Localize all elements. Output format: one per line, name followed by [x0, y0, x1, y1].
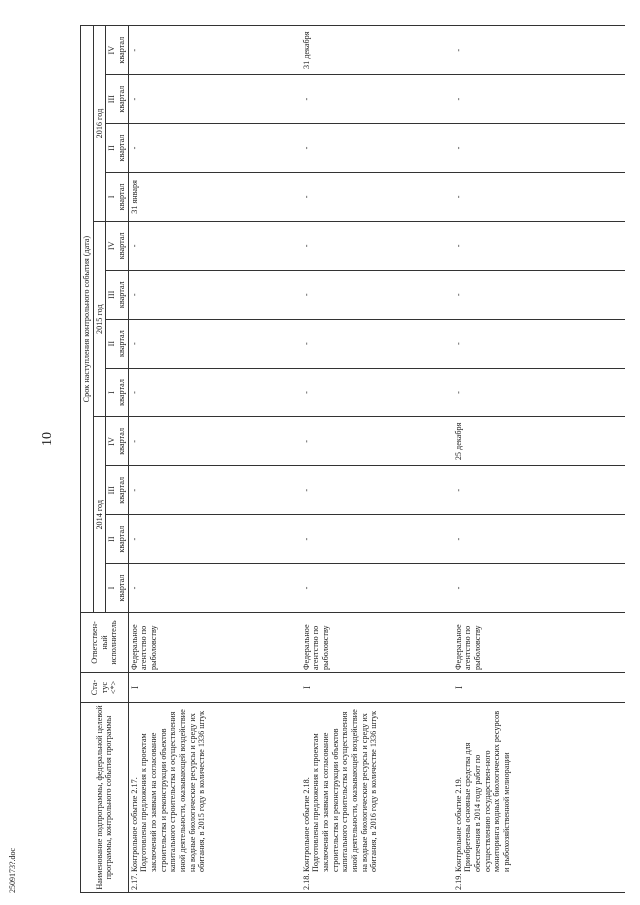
quarter-word: квартал — [117, 134, 127, 162]
header-quarter — [106, 564, 128, 613]
document-id: 2509173?.doc — [8, 847, 17, 893]
quarter-date: - — [128, 221, 301, 270]
event-cell — [128, 703, 301, 893]
quarter-date: - — [301, 124, 453, 173]
quarter-date: - — [128, 466, 301, 515]
quarter-date: - — [301, 270, 453, 319]
quarter-word: квартал — [117, 574, 127, 602]
quarter-roman: I — [107, 586, 117, 590]
quarter-word: квартал — [117, 476, 127, 504]
quarter-roman: III — [107, 486, 117, 495]
page-number: 10 — [40, 432, 55, 446]
quarter-date: - — [301, 75, 453, 124]
quarter-date: - — [453, 124, 625, 173]
quarter-date: - — [128, 270, 301, 319]
header-quarter — [106, 221, 128, 270]
event-status: I — [128, 673, 301, 703]
quarter-word: квартал — [117, 330, 127, 358]
quarter-date: - — [128, 368, 301, 417]
quarter-date: - — [453, 515, 625, 564]
header-quarter — [106, 515, 128, 564]
quarter-date: - — [453, 172, 625, 221]
quarter-word: квартал — [117, 85, 127, 113]
quarter-date: - — [453, 319, 625, 368]
quarter-date: - — [128, 319, 301, 368]
header-deadline: Срок наступления контрольного события (дата) — [81, 26, 94, 613]
quarter-date: - — [301, 466, 453, 515]
quarter-roman: II — [107, 536, 117, 542]
quarter-date: - — [128, 564, 301, 613]
header-name: Наименование подпрограммы, федеральной целевой программы, контрольного события программы — [81, 703, 129, 893]
event-name: Контрольное событие 2.17. Подготовлены предложения к проектам заключений по заявкам на согласование строительства и реконструкции объектов капитального строительства и осуществления иной деятельности, оказывающей воздействие на водные биологические ресурсы и среду их обитания, в 2015 году в количестве 1336 штук — [129, 709, 207, 872]
quarter-word: квартал — [117, 232, 127, 260]
header-quarter — [106, 319, 128, 368]
quarter-roman: II — [107, 145, 117, 151]
quarter-roman: IV — [107, 437, 117, 446]
quarter-date: - — [128, 26, 301, 75]
quarter-roman: I — [107, 195, 117, 199]
header-quarter — [106, 368, 128, 417]
quarter-word: квартал — [117, 36, 127, 64]
quarter-roman: IV — [107, 241, 117, 251]
quarter-date: - — [301, 417, 453, 466]
event-executor: Федеральное агентство по рыболовству — [301, 613, 453, 673]
header-executor: Ответствен-ный исполнитель — [81, 613, 129, 673]
quarter-date: - — [301, 172, 453, 221]
quarter-date: - — [453, 26, 625, 75]
event-number: 2.18. — [301, 873, 311, 890]
quarter-date: - — [301, 368, 453, 417]
event-cell — [453, 703, 625, 893]
table-row — [453, 26, 625, 893]
quarter-date: - — [128, 417, 301, 466]
event-name: Контрольное событие 2.18. Подготовлены предложения к проектам заключений по заявкам на согласование строительства и реконструкции объектов капитального строительства и осуществления иной деятельности, оказывающей воздействие на водные биологические ресурсы и среду их обитания, в 2016 году в количестве 1336 штук — [301, 709, 379, 872]
header-year: 2015 год — [93, 221, 106, 417]
quarter-date: 25 декабря — [453, 417, 625, 466]
event-name: Контрольное событие 2.19. Приобретены основные средства для обеспечения в 2014 году работ по осуществлению государствен-ного мониторинга водных биологических ресурсов и рыбохозяйственной мелиорации — [453, 710, 512, 872]
quarter-date: - — [128, 75, 301, 124]
event-number: 2.17. — [129, 873, 139, 890]
rotated-page — [80, 26, 625, 893]
quarter-roman: II — [107, 340, 117, 347]
header-status: Ста-тус <*> — [81, 673, 129, 703]
quarter-roman: III — [107, 95, 117, 104]
event-cell — [301, 703, 453, 893]
event-number: 2.19. — [453, 873, 463, 890]
table-row — [128, 26, 301, 893]
event-executor: Федеральное агентство по рыболовству — [128, 613, 301, 673]
event-executor: Федеральное агентство по рыболовству — [453, 613, 625, 673]
quarter-date: - — [301, 319, 453, 368]
header-quarter — [106, 466, 128, 515]
quarter-date: - — [453, 368, 625, 417]
quarter-word: квартал — [117, 183, 127, 211]
quarter-date: 31 января — [128, 172, 301, 221]
quarter-word: квартал — [117, 427, 127, 455]
header-year: 2014 год — [93, 417, 106, 613]
header-quarter — [106, 124, 128, 173]
quarter-date: - — [453, 221, 625, 270]
event-status: I — [453, 673, 625, 703]
quarter-word: квартал — [117, 379, 127, 406]
quarter-date: - — [128, 515, 301, 564]
quarter-roman: IV — [107, 45, 117, 55]
event-status: I — [301, 673, 453, 703]
quarter-date: - — [453, 564, 625, 613]
control-events-table — [80, 25, 625, 893]
quarter-date: 31 декабря — [301, 26, 453, 75]
quarter-date: - — [301, 515, 453, 564]
header-quarter — [106, 26, 128, 75]
quarter-date: - — [453, 270, 625, 319]
header-quarter — [106, 417, 128, 466]
quarter-date: - — [128, 124, 301, 173]
quarter-date: - — [453, 466, 625, 515]
header-quarter — [106, 172, 128, 221]
quarter-roman: III — [107, 290, 117, 299]
quarter-date: - — [301, 564, 453, 613]
header-quarter — [106, 75, 128, 124]
quarter-roman: I — [107, 391, 117, 394]
header-year: 2016 год — [93, 26, 106, 222]
quarter-date: - — [453, 75, 625, 124]
table-row — [301, 26, 453, 893]
header-quarter — [106, 270, 128, 319]
quarter-word: квартал — [117, 525, 127, 553]
quarter-date: - — [301, 221, 453, 270]
quarter-word: квартал — [117, 281, 127, 309]
